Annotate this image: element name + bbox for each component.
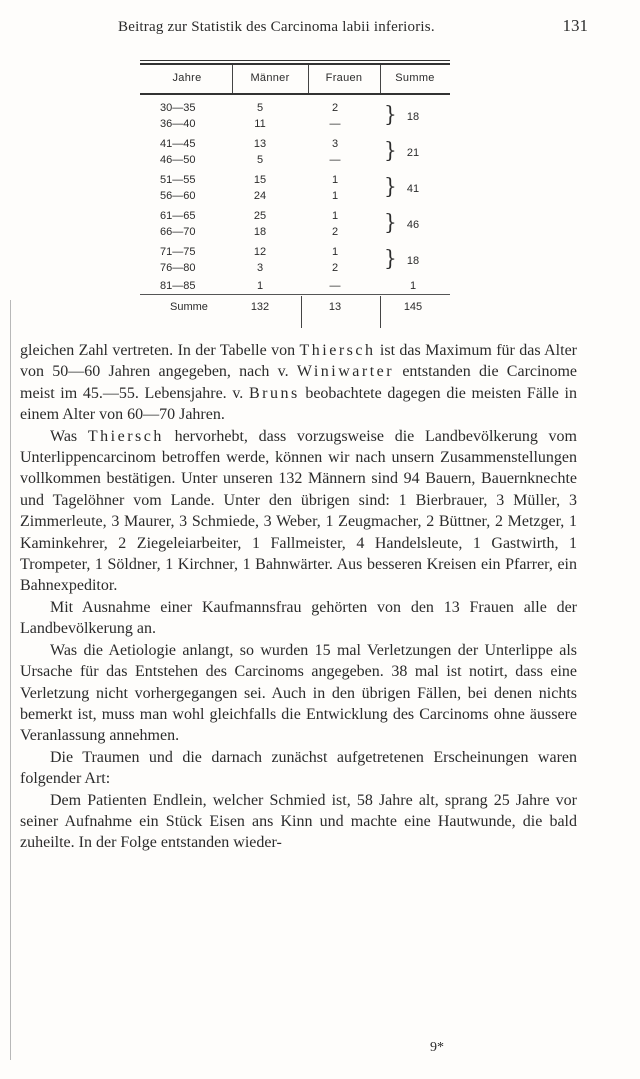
text-run: entstanden die Carcinome meist im 45.—55. Lebensjahre. v. [20, 363, 578, 402]
row-age: 56—60 [160, 190, 196, 202]
footer-women-total: 13 [328, 301, 342, 313]
row-age: 51—55 [160, 174, 196, 186]
row-age: 81—85 [160, 280, 196, 292]
row-men: 18 [253, 226, 267, 238]
row-women: — [329, 118, 341, 130]
text-run: beobachtete dagegen die meisten Fälle in einem Alter von 60—70 Jahren. [20, 384, 578, 424]
row-women: — [329, 154, 341, 166]
paragraph: Mit Ausnahme einer Kaufmannsfrau gehörten von den 13 Frauen alle der Landbevölkerung an. [20, 598, 577, 638]
row-men: 24 [253, 190, 267, 202]
footer-grand-total: 145 [403, 301, 423, 313]
column-divider [380, 296, 381, 328]
row-women: 2 [331, 102, 339, 114]
table-top-rule-thick [140, 63, 450, 65]
running-title: Beitrag zur Statistik des Carcinoma labii inferioris. [118, 19, 435, 35]
row-men: 5 [256, 154, 264, 166]
row-age: 76—80 [160, 262, 196, 274]
paragraph: Dem Patienten Endlein, welcher Schmied ist, 58 Jahre alt, sprang 25 Jahre vor seiner Aufnahme ein Stück Eisen ans Kinn und machte eine Hautwunde, die bald zuheilte. In der Folge entstanden wieder- [20, 791, 577, 852]
col-header-frauen: Frauen [325, 72, 363, 84]
group-sum: 1 [409, 280, 417, 292]
row-age: 30—35 [160, 102, 196, 114]
row-age: 41—45 [160, 138, 196, 150]
footer-label: Summe [170, 301, 208, 313]
author-name: Winiwarter [296, 363, 395, 381]
author-name: Thiersch [87, 427, 164, 445]
body-text [20, 340, 577, 854]
page-edge-line [10, 300, 11, 1060]
author-name: Thiersch [299, 342, 376, 359]
table-header-rule [140, 93, 450, 95]
text-run: gleichen Zahl vertreten. In der Tabelle von [20, 342, 300, 359]
row-women: 3 [331, 138, 339, 150]
footer-men-total: 132 [250, 301, 270, 313]
table-footer-rule [140, 294, 450, 295]
row-women: 1 [331, 190, 339, 202]
col-header-jahre: Jahre [172, 72, 202, 84]
row-age: 66—70 [160, 226, 196, 238]
running-header [118, 16, 588, 36]
row-women: 1 [331, 174, 339, 186]
table-top-rule [140, 60, 450, 61]
group-sum: 46 [406, 219, 420, 231]
author-name: Bruns [248, 384, 300, 402]
row-men: 11 [254, 118, 266, 130]
group-brace: } [384, 101, 397, 127]
paragraph [20, 340, 577, 426]
row-age: 61—65 [160, 210, 196, 222]
group-brace: } [384, 209, 397, 235]
col-header-summe: Summe [395, 72, 435, 84]
row-women: 2 [331, 226, 339, 238]
row-men: 12 [253, 246, 267, 258]
group-brace: } [384, 137, 397, 163]
row-men: 25 [253, 210, 267, 222]
row-men: 15 [253, 174, 267, 186]
signature-mark: 9* [430, 1040, 444, 1055]
text-run: ist das Maximum für das Alter von 50—60 Jahren angegeben, nach v. [20, 342, 578, 381]
group-sum: 18 [406, 255, 420, 267]
row-men: 5 [256, 102, 264, 114]
group-sum: 41 [406, 183, 420, 195]
row-women: — [329, 280, 341, 292]
row-age: 71—75 [160, 246, 196, 258]
group-brace: } [384, 173, 397, 199]
group-sum: 21 [406, 147, 420, 159]
row-age: 46—50 [160, 154, 196, 166]
row-men: 3 [256, 262, 264, 274]
text-run: hervorhebt, dass vorzugsweise die Landbevölkerung vom Unterlippencarcinom betroffen werde, können wir nach unsern Zusammenstellungen vollkommen bestätigen. Unter unseren 132 Männern sind 94 Bauern, Bauernknechte und Tagelöhner vom Lande. Unter den übrigen sind: 1 Bierbrauer, 3 Müller, 3 Zimmerleute, 3 Maurer, 3 Schmiede, 3 Weber, 1 Zeugmacher, 2 Büttner, 2 Metzger, 1 Kaminkehrer, 2 Ziegeleiarbeiter, 1 Fallmeister, 4 Handelsleute, 1 Gastwirth, 1 Trompeter, 1 Söldner, 1 Kirchner, 1 Bahnwärter. Aus besseren Kreisen ein Pfarrer, ein Bahnexpeditor. [20, 427, 577, 595]
row-women: 1 [331, 246, 339, 258]
row-women: 1 [331, 210, 339, 222]
paragraph: Die Traumen und die darnach zunächst aufgetretenen Erscheinungen waren folgender Art: [20, 748, 577, 788]
column-divider [301, 296, 302, 328]
row-women: 2 [331, 262, 339, 274]
paragraph: Was die Aetiologie anlangt, so wurden 15 mal Verletzungen der Unterlippe als Ursache für das Entstehen des Carcinoms angegeben. 38 mal ist notirt, dass eine Verletzung nicht vorhergegangen sei. Auch in den übrigen Fällen, bei denen nichts bemerkt ist, muss man wohl gleichfalls die Entwicklung des Carcinoms ohne äussere Veranlassung annehmen. [20, 641, 577, 745]
text-run: Was [50, 427, 88, 445]
row-age: 36—40 [160, 118, 196, 130]
page-number: 131 [562, 16, 588, 35]
paragraph [20, 426, 577, 597]
row-men: 13 [253, 138, 267, 150]
group-sum: 18 [406, 111, 420, 123]
group-brace: } [384, 245, 397, 271]
col-header-maenner: Männer [250, 72, 290, 84]
row-men: 1 [256, 280, 264, 292]
